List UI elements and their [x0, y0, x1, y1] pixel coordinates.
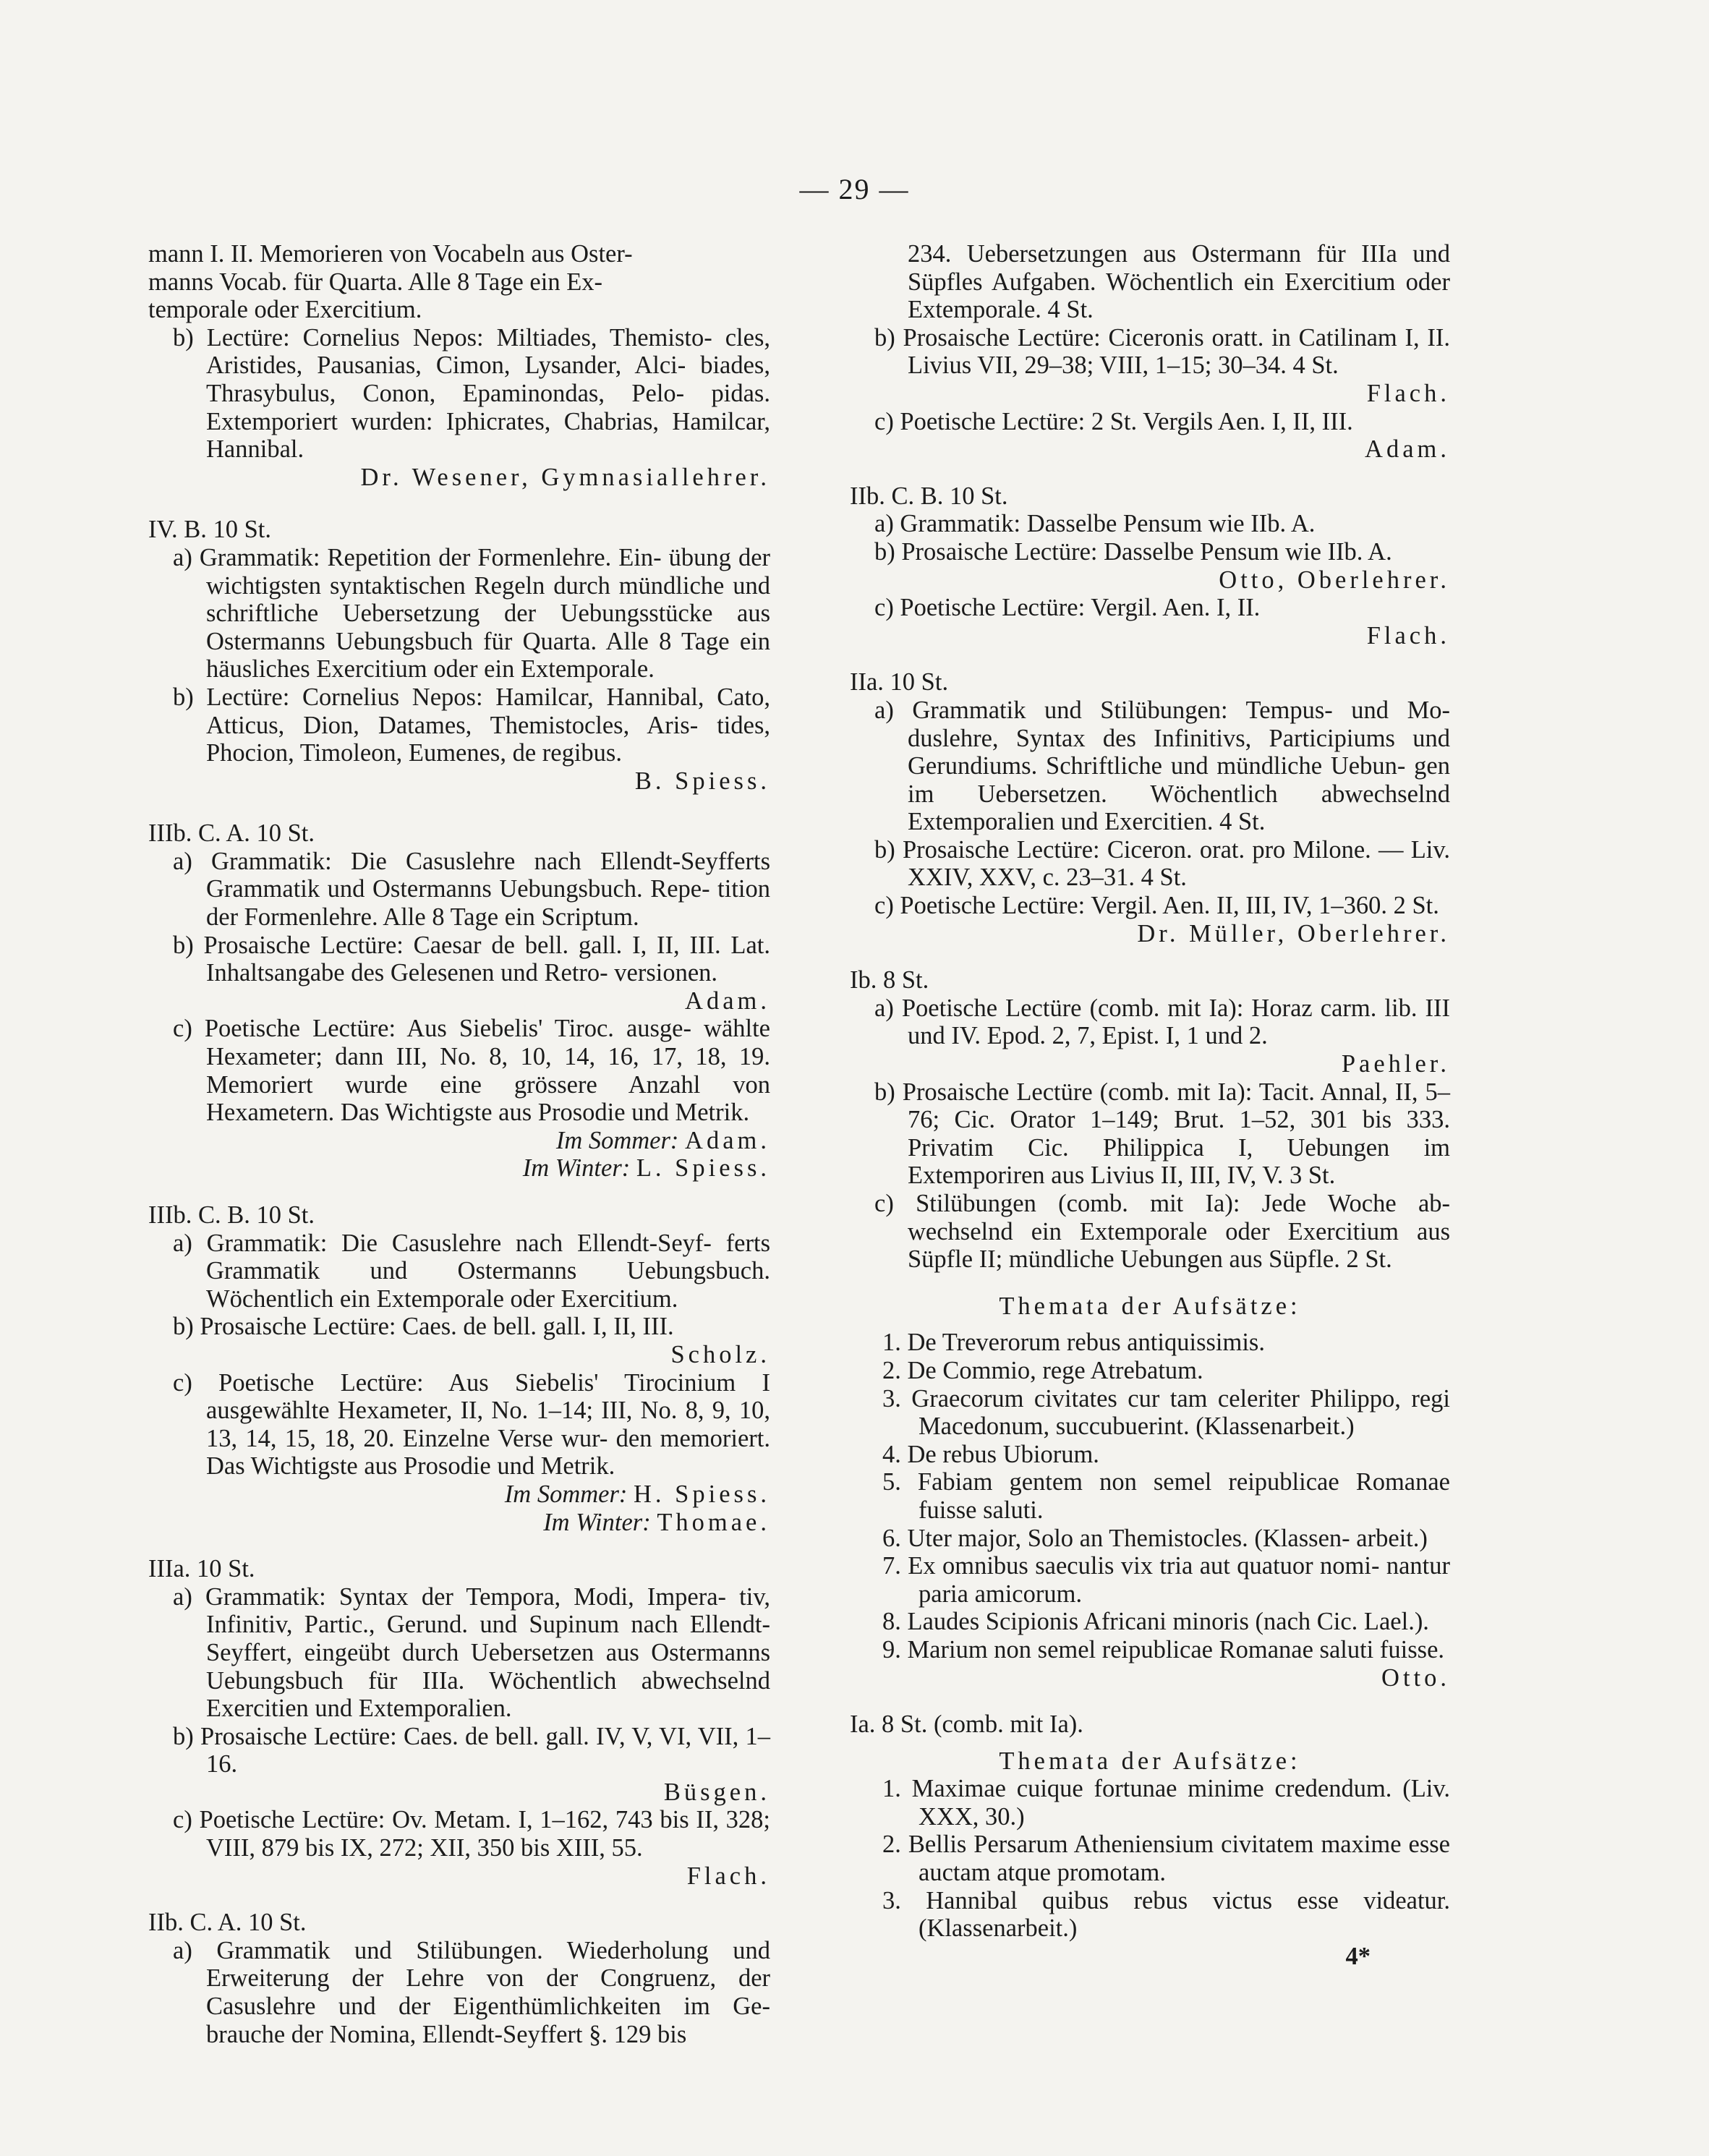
iiibca-b: b) Prosaische Lectüre: Caesar de bell. gall. I, II, III. Lat. Inhaltsangabe des Gelesenen und Retro- versionen.	[173, 931, 770, 987]
ib-c: c) Stilübungen (comb. mit Ia): Jede Woche ab- wechselnd ein Extemporale oder Exercitium aus Süpfle II; mündliche Uebungen aus Süpfle. 2 St.	[874, 1190, 1450, 1274]
teacher-winter: Im Winter: L. Spiess.	[522, 1154, 770, 1183]
cont-b: b) Prosaische Lectüre: Ciceronis oratt. in Catilinam I, II. Livius VII, 29–38; VIII, 1–15; 30–34. 4 St.	[874, 323, 1450, 380]
section-head-ib: Ib. 8 St.	[850, 966, 929, 994]
iiia-c: c) Poetische Lectüre: Ov. Metam. I, 1–162, 743 bis II, 328; VIII, 879 bis IX, 272; XII, 350 bis XIII, 55.	[173, 1806, 770, 1862]
section-head-iib-ca: IIb. C. A. 10 St.	[148, 1909, 307, 1937]
intro-line: temporale oder Exercitium.	[148, 296, 422, 324]
themata-item: 2. Bellis Persarum Atheniensium civitatem maxime esse auctam atque promotam.	[882, 1831, 1450, 1887]
themata-item: 7. Ex omnibus saeculis vix tria aut quatuor nomi- nantur paria amicorum.	[882, 1552, 1450, 1608]
themata-item: 1. Maximae cuique fortunae minime credendum. (Liv. XXX, 30.)	[882, 1775, 1450, 1831]
iiibca-a: a) Grammatik: Die Casuslehre nach Ellendt-Seyfferts Grammatik und Ostermanns Uebungsbuch. Repe- tition der Formenlehre. Alle 8 Tage ein Scriptum.	[173, 847, 770, 932]
themata-title: Themata der Aufsätze:	[999, 1747, 1301, 1775]
teacher: B. Spiess.	[634, 767, 770, 795]
section-head-iib-cb: IIb. C. B. 10 St.	[850, 482, 1008, 510]
signature-mark: 4*	[1345, 1942, 1371, 1970]
intro-line: manns Vocab. für Quarta. Alle 8 Tage ein Ex-	[148, 268, 603, 296]
themata-item: 1. De Treverorum rebus antiquissimis.	[882, 1329, 1265, 1357]
iiibcb-b: b) Prosaische Lectüre: Caes. de bell. gall. I, II, III.	[173, 1313, 674, 1341]
themata-item: 9. Marium non semel reipublicae Romanae saluti fuisse.	[882, 1635, 1445, 1663]
teacher-winter: Im Winter: Thomae.	[543, 1508, 770, 1536]
section-head-iia: IIa. 10 St.	[850, 668, 949, 696]
iia-c: c) Poetische Lectüre: Vergil. Aen. II, III, IV, 1–360. 2 St.	[874, 892, 1439, 920]
section-head-iiib-ca: IIIb. C. A. 10 St.	[148, 819, 315, 848]
themata-item: 6. Uter major, Solo an Themistocles. (Klassen- arbeit.)	[882, 1524, 1428, 1552]
page-number: — 29 —	[799, 173, 910, 205]
iia-a: a) Grammatik und Stilübungen: Tempus- und Mo- duslehre, Syntax des Infinitivs, Participiums und Gerundiums. Schriftliche und mündliche Uebun- gen im Uebersetzen. Wöchentlich abwechselnd Extemporalien und Exercitien. 4 St.	[874, 696, 1450, 836]
iibcb-a: a) Grammatik: Dasselbe Pensum wie IIb. A.	[874, 510, 1316, 538]
teacher: Dr. Müller, Oberlehrer.	[1137, 919, 1450, 947]
themata-item: 8. Laudes Scipionis Africani minoris (nach Cic. Lael.).	[882, 1608, 1429, 1636]
themata-item: 3. Graecorum civitates cur tam celeriter Philippo, regi Macedonum, succubuerint. (Klassenarbeit.)	[882, 1384, 1450, 1441]
iiibca-c: c) Poetische Lectüre: Aus Siebelis' Tiroc. ausge- wählte Hexameter; dann III, No. 8, 10, 14, 16, 17, 18, 19. Memoriert wurde eine grössere Anzahl von Hexametern. Das Wichtigste aus Prosodie und Metrik.	[173, 1015, 770, 1127]
iibca-a: a) Grammatik und Stilübungen. Wiederholung und Erweiterung der Lehre von der Congruenz, der Casuslehre und der Eigenthümlichkeiten im Ge- brauche der Nomina, Ellendt-Seyffert §. 129 bis	[173, 1936, 770, 2048]
teacher: Flach.	[686, 1862, 770, 1890]
themata-title: Themata der Aufsätze:	[999, 1292, 1301, 1320]
iiibcb-c: c) Poetische Lectüre: Aus Siebelis' Tirocinium I ausgewählte Hexameter, II, No. 1–14; III, No. 8, 9, 10, 13, 14, 15, 18, 20. Einzelne Verse wur- den memoriert. Das Wichtigste aus Prosodie und Metrik.	[173, 1368, 770, 1480]
section-head-ia: Ia. 8 St. (comb. mit Ia).	[850, 1710, 1083, 1739]
themata-item: 4. De rebus Ubiorum.	[882, 1440, 1099, 1468]
teacher: Otto.	[1381, 1663, 1450, 1692]
intro-b: b) Lectüre: Cornelius Nepos: Miltiades, Themisto- cles, Aristides, Pausanias, Cimon, Lysander, Alci- biades, Thrasybulus, Conon, Epaminondas, Pelo- pidas. Extemporiert wurden: Iphicrates, Chabrias, Hamilcar, Hannibal.	[173, 323, 770, 464]
iia-b: b) Prosaische Lectüre: Ciceron. orat. pro Milone. — Liv. XXIV, XXV, c. 23–31. 4 St.	[874, 835, 1450, 892]
section-head-ivb: IV. B. 10 St.	[148, 516, 271, 544]
teacher: Flach.	[1366, 621, 1450, 649]
left-column	[148, 240, 770, 2048]
teacher-summer: Im Sommer: Adam.	[555, 1126, 770, 1154]
iiia-a: a) Grammatik: Syntax der Tempora, Modi, Impera- tiv, Infinitiv, Partic., Gerund. und Supinum nach Ellendt-Seyffert, eingeübt durch Uebersetzen aus Ostermanns Uebungsbuch für IIIa. Wöchentlich abwechselnd Exercitien und Extemporalien.	[173, 1582, 770, 1723]
iiia-b: b) Prosaische Lectüre: Caes. de bell. gall. IV, V, VI, VII, 1–16.	[173, 1722, 770, 1778]
iibcb-b: b) Prosaische Lectüre: Dasselbe Pensum wie IIb. A.	[874, 537, 1392, 566]
right-column	[850, 240, 1450, 1970]
section-head-iiib-cb: IIIb. C. B. 10 St.	[148, 1201, 315, 1229]
teacher: Paehler.	[1341, 1050, 1450, 1078]
iibcb-c: c) Poetische Lectüre: Vergil. Aen. I, II.	[874, 594, 1261, 622]
teacher: Büsgen.	[663, 1778, 770, 1806]
themata-item: 3. Hannibal quibus rebus victus esse videatur. (Klassenarbeit.)	[882, 1886, 1450, 1943]
teacher: Adam.	[685, 987, 770, 1015]
ivb-b: b) Lectüre: Cornelius Nepos: Hamilcar, Hannibal, Cato, Atticus, Dion, Datames, Themistocles, Aris- tides, Phocion, Timoleon, Eumenes, de regibus.	[173, 683, 770, 767]
ivb-a: a) Grammatik: Repetition der Formenlehre. Ein- übung der wichtigsten syntaktischen Regeln durch mündliche und schriftliche Uebersetzung der Uebungsstücke aus Ostermanns Uebungsbuch für Quarta. Alle 8 Tage ein häusliches Exercitium oder ein Extemporale.	[173, 543, 770, 683]
continued-text: 234. Uebersetzungen aus Ostermann für IIIa und Süpfles Aufgaben. Wöchentlich ein Exercitium oder Extemporale. 4 St.	[908, 240, 1450, 324]
themata-item: 5. Fabiam gentem non semel reipublicae Romanae fuisse saluti.	[882, 1468, 1450, 1524]
intro-line: mann I. II. Memorieren von Vocabeln aus Oster-	[148, 240, 633, 268]
themata-item: 2. De Commio, rege Atrebatum.	[882, 1356, 1203, 1384]
ib-a: a) Poetische Lectüre (comb. mit Ia): Horaz carm. lib. III und IV. Epod. 2, 7, Epist. I, 1 und 2.	[874, 994, 1450, 1050]
teacher: Scholz.	[670, 1340, 770, 1368]
teacher-summer: Im Sommer: H. Spiess.	[504, 1480, 770, 1508]
teacher: Dr. Wesener, Gymnasiallehrer.	[360, 463, 770, 491]
teacher: Flach.	[1366, 379, 1450, 407]
iiibcb-a: a) Grammatik: Die Casuslehre nach Ellendt-Seyf- ferts Grammatik und Ostermanns Uebungsbuch. Wöchentlich ein Extemporale oder Exercitium.	[173, 1229, 770, 1313]
teacher: Otto, Oberlehrer.	[1219, 566, 1450, 594]
teacher: Adam.	[1365, 435, 1450, 464]
cont-c: c) Poetische Lectüre: 2 St. Vergils Aen. I, II, III.	[874, 407, 1353, 435]
section-head-iiia: IIIa. 10 St.	[148, 1555, 255, 1583]
ib-b: b) Prosaische Lectüre (comb. mit Ia): Tacit. Annal, II, 5–76; Cic. Orator 1–149; Brut. 1–52, 301 bis 333. Privatim Cic. Philippica I, Uebungen im Extemporiren aus Livius II, III, IV, V. 3 St.	[874, 1078, 1450, 1190]
